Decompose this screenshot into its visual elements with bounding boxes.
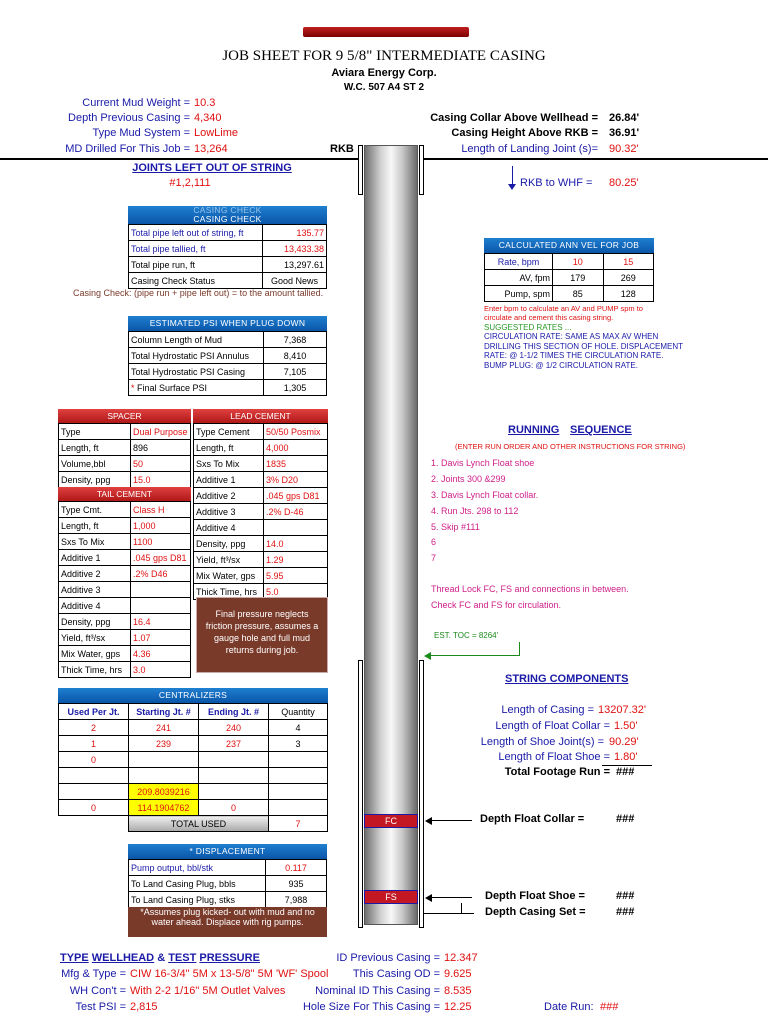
psi-label-0: Column Length of Mud: [129, 332, 264, 348]
collar-above-wellhead-label: Casing Collar Above Wellhead =: [430, 112, 598, 124]
table-row: [59, 646, 191, 662]
tail-label-4: Additive 2: [59, 566, 131, 582]
table-row: [129, 348, 327, 364]
psi-value-3: 1,305: [264, 380, 327, 396]
header-decor-bar: [303, 27, 469, 37]
depth-set-label: Depth Casing Set =: [485, 906, 586, 918]
cent-header: Used Per Jt.: [59, 704, 129, 720]
cent-header: Ending Jt. #: [199, 704, 269, 720]
rkb-arrow-icon: [512, 166, 513, 186]
suggested-rates-label: SUGGESTED RATES ...: [484, 323, 572, 332]
prev-casing-value: 4,340: [194, 112, 222, 124]
table-row: [59, 582, 191, 598]
sc-label: Length of Casing =: [501, 704, 594, 716]
cc-label-2: Total pipe run, ft: [129, 257, 263, 273]
cc-value-0: 135.77: [263, 225, 327, 241]
table-row: [194, 456, 328, 472]
tail-label-8: Yield, ft³/sx: [59, 630, 131, 646]
tail-label-2: Sxs To Mix: [59, 534, 131, 550]
pressure-note: Final pressure neglects friction pressure, assumes a gauge hole and full mud returns during job.: [196, 597, 328, 673]
cent-cell: [199, 784, 269, 800]
cent-cell: [269, 752, 328, 768]
lead-value-0: 50/50 Posmix: [264, 424, 328, 440]
joints-left-title: JOINTS LEFT OUT OF STRING: [132, 162, 292, 174]
cent-cell: [199, 768, 269, 784]
cent-cell: [269, 800, 328, 816]
table-row: [129, 892, 327, 908]
cent-cell: 0: [59, 800, 129, 816]
running-item: 5. Skip #111: [431, 522, 480, 532]
total-used-label: TOTAL USED: [129, 816, 269, 832]
total-footage-label: Total Footage Run =: [504, 766, 610, 778]
toc-arrowhead-icon: [424, 652, 431, 660]
spacer-table: [58, 423, 191, 488]
rkb-to-whf-value: 80.25': [609, 177, 639, 189]
sc-label: Length of Float Collar =: [495, 720, 610, 732]
cent-cell: [269, 784, 328, 800]
sc-value: 13207.32': [598, 704, 646, 716]
table-row: [129, 860, 327, 876]
casing-check-note: Casing Check: (pipe run + pipe left out) = to the amount tallied.: [73, 288, 324, 298]
table-row: [194, 568, 328, 584]
running-item: 3. Davis Lynch Float collar.: [431, 490, 539, 500]
height-above-rkb-value: 36.91': [609, 127, 640, 139]
displacement-note: *Assumes plug kicked- out with mud and no water ahead. Displace with rig pumps.: [128, 907, 327, 937]
psi-title: ESTIMATED PSI WHEN PLUG DOWN: [128, 316, 327, 331]
lead-value-6: [264, 520, 328, 536]
cc-label-3: Casing Check Status: [129, 273, 263, 289]
ann-vel-note: Enter bpm to calculate an AV and PUMP spm to circulate and cement this casing string.: [484, 304, 643, 322]
spacer-value-3: 15.0: [131, 472, 191, 488]
casing-check-ghost-title: CASING CHECK: [193, 205, 262, 215]
table-row: [194, 552, 328, 568]
lead-label-6: Additive 4: [194, 520, 264, 536]
depth-fc-label: Depth Float Collar =: [480, 813, 585, 825]
date-run-value: ###: [600, 1001, 619, 1013]
cent-cell: 209.8039216: [129, 784, 199, 800]
cent-cell: [129, 768, 199, 784]
spacer-value-0: Dual Purpose: [131, 424, 191, 440]
prev-casing-label: Depth Previous Casing =: [68, 112, 190, 124]
av-a-1: 179: [553, 270, 604, 286]
spacer-title: SPACER: [58, 409, 191, 423]
running-note-1: Thread Lock FC, FS and connections in between.: [431, 584, 629, 594]
running-note-2: Check FC and FS for circulation.: [431, 600, 562, 610]
psi-value-1: 8,410: [264, 348, 327, 364]
tail-value-8: 1.07: [131, 630, 191, 646]
depth-fc-value: ###: [616, 813, 635, 825]
av-label-0: Rate, bpm: [485, 254, 553, 270]
casing-pipe: [364, 145, 418, 925]
lead-label-8: Yield, ft³/sx: [194, 552, 264, 568]
cd-value: 12.25: [444, 1001, 472, 1013]
lead-label-3: Additive 1: [194, 472, 264, 488]
wh-title-b: WELLHEAD: [91, 952, 155, 964]
running-item: 6: [431, 537, 437, 547]
rkb-to-whf-label: RKB to WHF =: [520, 177, 593, 189]
table-row: [59, 704, 328, 720]
tail-value-2: 1100: [131, 534, 191, 550]
wh-title-d: PRESSURE: [199, 952, 260, 964]
psi-label-2: Total Hydrostatic PSI Casing: [129, 364, 264, 380]
lead-label-10: Thick Time, hrs: [194, 584, 264, 600]
tail-value-0: Class H: [131, 502, 191, 518]
running-title-a: RUNNING: [508, 424, 560, 436]
depth-fs-label: Depth Float Shoe =: [485, 890, 585, 902]
tail-table: [58, 501, 191, 678]
spacer-label-3: Density, ppg: [59, 472, 131, 488]
running-item: 7: [431, 553, 437, 563]
table-row: [59, 566, 191, 582]
lead-label-0: Type Cement: [194, 424, 264, 440]
cent-cell: [59, 784, 129, 800]
sc-value: 1.80': [614, 751, 638, 763]
psi-star: *: [131, 382, 135, 393]
cent-cell: [59, 768, 129, 784]
table-row: [59, 550, 191, 566]
cd-value: 12.347: [444, 952, 478, 964]
lead-title: LEAD CEMENT: [193, 409, 328, 423]
table-row: [59, 662, 191, 678]
psi-label-1: Total Hydrostatic PSI Annulus: [129, 348, 264, 364]
lead-value-3: 3% D20: [264, 472, 328, 488]
tail-value-6: [131, 598, 191, 614]
table-row: [59, 440, 191, 456]
running-item: 4. Run Jts. 298 to 112: [431, 506, 519, 516]
fc-arrowhead-icon: [425, 817, 432, 825]
depth-set-value: ###: [616, 906, 635, 918]
total-used-value: 7: [269, 816, 328, 832]
wh-value: CIW 16-3/4" 5M x 13-5/8" 5M 'WF' Spool: [130, 968, 329, 980]
disp-value-1: 935: [266, 876, 327, 892]
lead-value-9: 5.95: [264, 568, 328, 584]
table-row: [194, 472, 328, 488]
rkb-arrowhead-icon: [508, 184, 516, 190]
cent-cell: 239: [129, 736, 199, 752]
disp-value-0: 0.117: [266, 860, 327, 876]
est-toc-label: EST. TOC = 8264': [434, 631, 499, 640]
cent-cell: [199, 752, 269, 768]
psi-label-3: Final Surface PSI: [137, 382, 208, 393]
table-row: [59, 424, 191, 440]
cd-label: Hole Size For This Casing =: [302, 1001, 440, 1013]
cd-label: This Casing OD =: [352, 968, 440, 980]
cent-cell: 237: [199, 736, 269, 752]
cc-label-0: Total pipe left out of string, ft: [129, 225, 263, 241]
table-row: [59, 630, 191, 646]
table-row: [59, 456, 191, 472]
displacement-title: * DISPLACEMENT: [128, 844, 327, 859]
lead-label-4: Additive 2: [194, 488, 264, 504]
lead-value-4: .045 gps D81: [264, 488, 328, 504]
tail-value-10: 3.0: [131, 662, 191, 678]
lead-value-7: 14.0: [264, 536, 328, 552]
sc-label: Length of Float Shoe =: [498, 751, 610, 763]
table-row: [59, 720, 328, 736]
av-label-2: Pump, spm: [485, 286, 553, 302]
casing-check-title: CASING CHECK: [193, 214, 262, 224]
table-row: [59, 800, 328, 816]
cc-value-3: Good News: [263, 273, 327, 289]
disp-label-0: Pump output, bbl/stk: [129, 860, 266, 876]
tail-label-6: Additive 4: [59, 598, 131, 614]
table-row: [59, 784, 328, 800]
lead-label-7: Density, ppg: [194, 536, 264, 552]
cc-value-2: 13,297.61: [263, 257, 327, 273]
mud-system-label: Type Mud System =: [92, 127, 190, 139]
rkb-line-right: [424, 158, 768, 160]
table-row: [129, 273, 327, 289]
sc-value: 90.29': [609, 736, 639, 748]
landing-joint-label: Length of Landing Joint (s)=: [461, 143, 598, 155]
tail-value-5: [131, 582, 191, 598]
running-item: 2. Joints 300 &299: [431, 474, 506, 484]
wh-title-a: TYPE: [60, 952, 89, 964]
wh-title-amp: &: [157, 952, 166, 964]
tail-label-0: Type Cmt.: [59, 502, 131, 518]
table-row: [59, 472, 191, 488]
rkb-label: RKB: [330, 143, 354, 155]
tail-value-3: .045 gps D81: [131, 550, 191, 566]
cd-label: ID Previous Casing =: [336, 952, 440, 964]
lead-value-5: .2% D-46: [264, 504, 328, 520]
collar-above-wellhead-value: 26.84': [609, 112, 640, 124]
wh-label: WH Con't =: [69, 985, 126, 997]
set-arrow-icon: [462, 913, 474, 914]
cent-header: Starting Jt. #: [129, 704, 199, 720]
md-drilled-label: MD Drilled For This Job =: [65, 143, 190, 155]
table-row: [59, 598, 191, 614]
set-bracket-icon: [424, 903, 462, 914]
tail-label-7: Density, ppg: [59, 614, 131, 630]
table-row: [59, 534, 191, 550]
disp-value-2: 7,988: [266, 892, 327, 908]
lead-label-5: Additive 3: [194, 504, 264, 520]
lead-value-2: 1835: [264, 456, 328, 472]
cent-cell: 4: [269, 720, 328, 736]
cc-label-1: Total pipe tallied, ft: [129, 241, 263, 257]
table-row: [485, 254, 654, 270]
tail-value-9: 4.36: [131, 646, 191, 662]
fs-arrow-icon: [432, 897, 472, 898]
lead-label-1: Length, ft: [194, 440, 264, 456]
spacer-label-1: Length, ft: [59, 440, 131, 456]
wh-title-c: TEST: [168, 952, 197, 964]
cent-cell: 0: [59, 752, 129, 768]
av-a-2: 85: [553, 286, 604, 302]
table-row: [59, 614, 191, 630]
mud-weight-value: 10.3: [194, 97, 216, 109]
cent-cell: 114.1904762: [129, 800, 199, 816]
cent-cell: 2: [59, 720, 129, 736]
table-row: [129, 225, 327, 241]
table-row: [485, 286, 654, 302]
spacer-value-2: 50: [131, 456, 191, 472]
psi-value-2: 7,105: [264, 364, 327, 380]
table-row: [59, 736, 328, 752]
toc-arrow-icon: [430, 642, 520, 656]
fs-arrowhead-icon: [425, 894, 432, 902]
lead-label-2: Sxs To Mix: [194, 456, 264, 472]
table-row: [59, 502, 191, 518]
table-row: [129, 876, 327, 892]
table-row: [194, 424, 328, 440]
table-row: [129, 332, 327, 348]
rates-text: CIRCULATION RATE: SAME AS MAX AV WHEN DRILLING THIS SECTION OF HOLE. DISPLACEMENT RATE: @ 1-1/2 TIMES THE CIRCULATION RATE. BUMP PLUG: @ 1/2 CIRCULATION RATE.: [484, 332, 683, 370]
cent-cell: 241: [129, 720, 199, 736]
cd-value: 9.625: [444, 968, 472, 980]
spacer-label-2: Volume,bbl: [59, 456, 131, 472]
spacer-label-0: Type: [59, 424, 131, 440]
page-title: JOB SHEET FOR 9 5/8" INTERMEDIATE CASING: [222, 48, 546, 64]
table-row: [59, 768, 328, 784]
float-shoe-marker: FS: [364, 890, 418, 904]
running-item: 1. Davis Lynch Float shoe: [431, 458, 535, 468]
company-name: Aviara Energy Corp.: [331, 67, 437, 79]
spacer-value-1: 896: [131, 440, 191, 456]
running-subtitle: (ENTER RUN ORDER AND OTHER INSTRUCTIONS FOR STRING): [455, 442, 686, 451]
height-above-rkb-label: Casing Height Above RKB =: [451, 127, 598, 139]
wh-value: With 2-2 1/16" 5M Outlet Valves: [130, 985, 286, 997]
lead-value-1: 4,000: [264, 440, 328, 456]
av-b-0: 15: [603, 254, 654, 270]
sc-label: Length of Shoe Joint(s) =: [480, 736, 604, 748]
cent-cell: 240: [199, 720, 269, 736]
table-row: [129, 257, 327, 273]
depth-fs-value: ###: [616, 890, 635, 902]
tail-label-10: Thick Time, hrs: [59, 662, 131, 678]
ann-vel-title: CALCULATED ANN VEL FOR JOB: [484, 238, 654, 253]
cd-label: Nominal ID This Casing =: [315, 985, 440, 997]
lead-label-9: Mix Water, gps: [194, 568, 264, 584]
tail-title: TAIL CEMENT: [58, 487, 191, 501]
av-b-1: 269: [603, 270, 654, 286]
cd-value: 8.535: [444, 985, 472, 997]
table-row: [194, 504, 328, 520]
disp-label-2: To Land Casing Plug, stks: [129, 892, 266, 908]
well-name: W.C. 507 A4 ST 2: [343, 82, 425, 93]
wh-label: Test PSI =: [75, 1001, 126, 1013]
table-row: [194, 520, 328, 536]
wh-value: 2,815: [130, 1001, 158, 1013]
cent-cell: [269, 768, 328, 784]
table-row: [59, 518, 191, 534]
lead-value-10: 5.0: [264, 584, 328, 600]
table-row: [59, 752, 328, 768]
table-row: [129, 241, 327, 257]
tail-label-1: Length, ft: [59, 518, 131, 534]
table-row: [194, 440, 328, 456]
lead-value-8: 1.29: [264, 552, 328, 568]
table-row: [194, 536, 328, 552]
cc-value-1: 13,433.38: [263, 241, 327, 257]
cent-cell: [129, 752, 199, 768]
cent-cell: 0: [199, 800, 269, 816]
tail-label-3: Additive 1: [59, 550, 131, 566]
tail-value-1: 1,000: [131, 518, 191, 534]
mud-system-value: LowLime: [194, 127, 239, 139]
landing-joint-value: 90.32': [609, 143, 639, 155]
mud-weight-label: Current Mud Weight =: [82, 97, 190, 109]
string-components-title: STRING COMPONENTS: [505, 673, 629, 685]
table-row: [59, 816, 328, 832]
md-drilled-value: 13,264: [194, 143, 228, 155]
cent-header: Quantity: [269, 704, 328, 720]
table-row: [485, 270, 654, 286]
total-footage-value: ###: [616, 766, 635, 778]
sc-value: 1.50': [614, 720, 638, 732]
cent-cell: 3: [269, 736, 328, 752]
centralizers-title: CENTRALIZERS: [58, 688, 328, 703]
tail-value-7: 16.4: [131, 614, 191, 630]
tail-label-9: Mix Water, gps: [59, 646, 131, 662]
disp-label-1: To Land Casing Plug, bbls: [129, 876, 266, 892]
av-b-2: 128: [603, 286, 654, 302]
table-row: [129, 364, 327, 380]
psi-value-0: 7,368: [264, 332, 327, 348]
joints-left-value: #1,2,111: [169, 177, 211, 189]
float-collar-marker: FC: [364, 814, 418, 828]
table-row: [194, 488, 328, 504]
tail-value-4: .2% D46: [131, 566, 191, 582]
cent-cell: 1: [59, 736, 129, 752]
wh-label: Mfg & Type =: [61, 968, 126, 980]
date-run-label: Date Run:: [544, 1001, 594, 1013]
running-title-b: SEQUENCE: [570, 424, 632, 436]
rkb-line-left: [0, 158, 358, 160]
av-a-0: 10: [553, 254, 604, 270]
fc-arrow-icon: [432, 820, 472, 821]
av-label-1: AV, fpm: [485, 270, 553, 286]
tail-label-5: Additive 3: [59, 582, 131, 598]
table-row: [129, 380, 327, 396]
